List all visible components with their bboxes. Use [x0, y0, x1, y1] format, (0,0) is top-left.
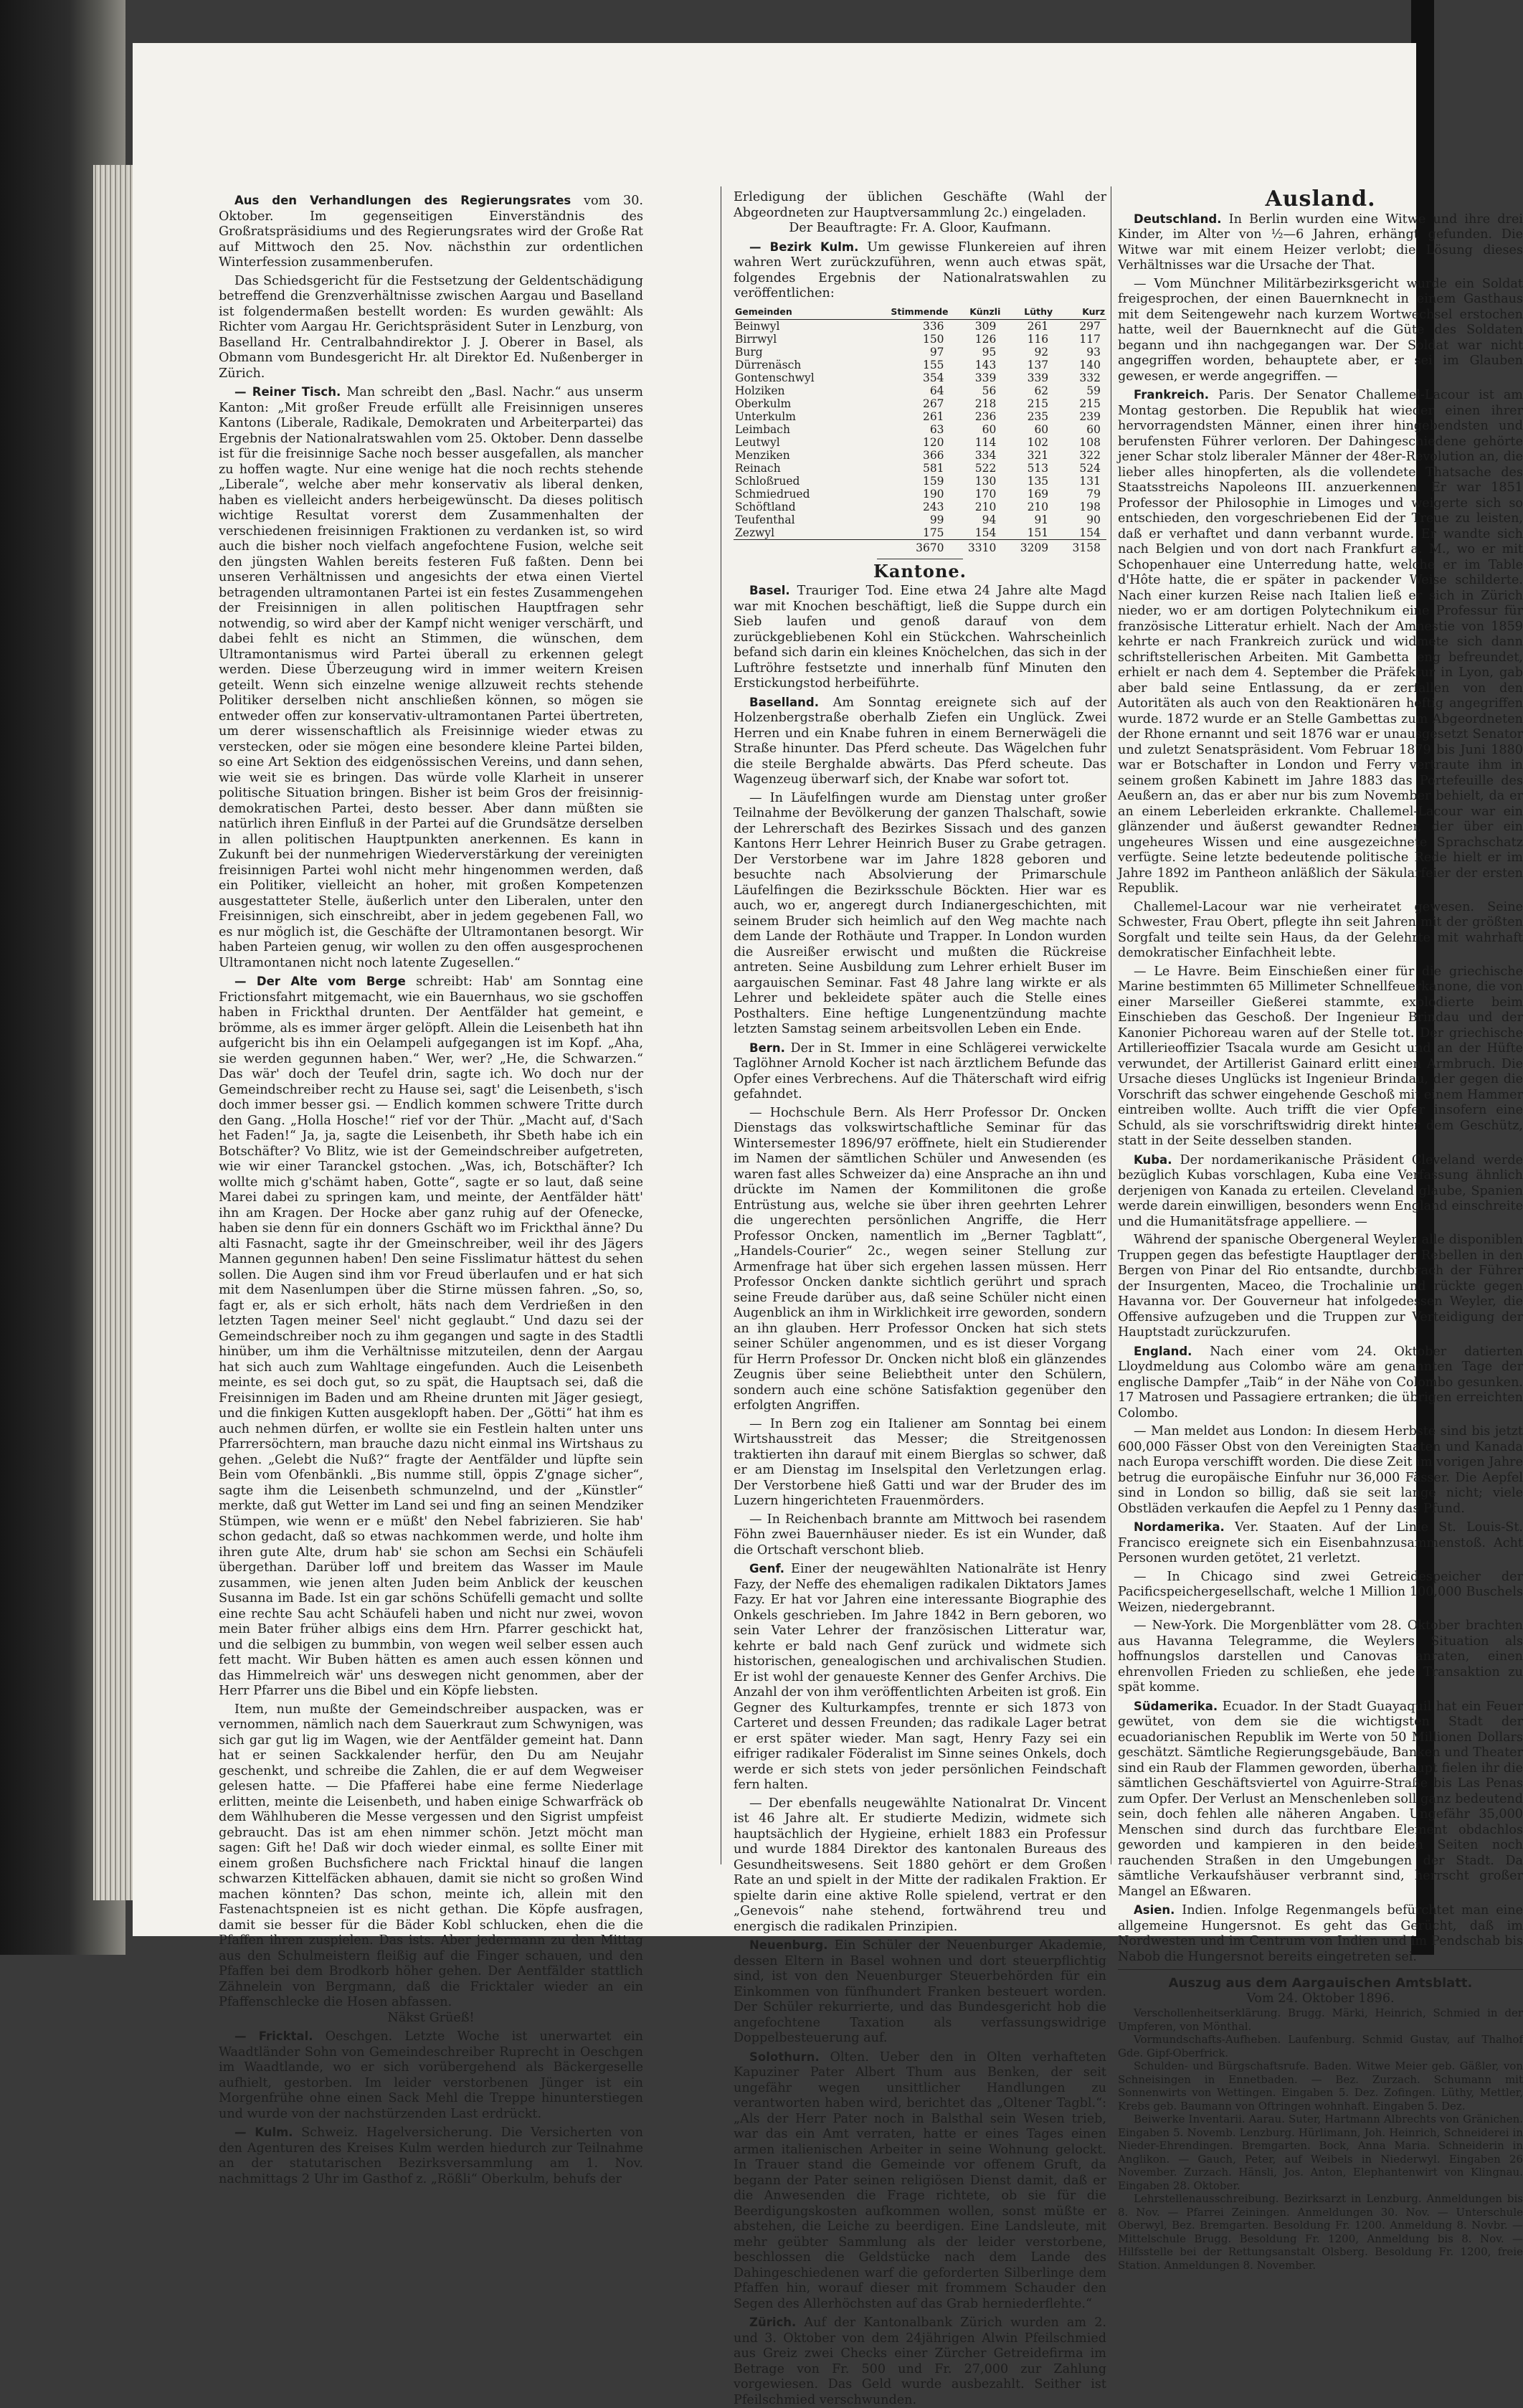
- table-cell: 170: [974, 487, 997, 501]
- article-text: Der in St. Immer in eine Schlägerei verwickelte Taglöhner Arnold Kocher ist nach ärztlichem Befunde das Opfer eines Verbrechens. Auf die Thäterschaft wird eifrig gefahndet.: [734, 1041, 1106, 1101]
- table-cell: 151: [1027, 526, 1049, 539]
- table-cell: 215: [1027, 397, 1049, 410]
- amtsblatt-entry: Beiwerke Inventarii. Aarau. Suter, Hartmann Albrechts von Gränichen. Eingaben 5. Novemb. Lenzburg. Hürlimann, Joh. Heinrich, Schneiderei in Nieder-Ehrendingen. Bremgarten. Bock, Anna Maria. Schneiderin in Anglikon. — Gauch, Peter, auf Weibels in Niederwyl. Eingaben 26 November. Zurzach. Hänsli, Jos. Anton, Elephantenwirt von Klingnau. Eingaben 28. Oktober.: [1118, 2113, 1523, 2192]
- table-cell: Dürrenäsch: [735, 358, 802, 371]
- table-cell: 366: [922, 448, 944, 462]
- table-cell: 297: [1079, 319, 1101, 333]
- table-cell: 60: [1086, 422, 1101, 436]
- table-cell: 3158: [1054, 539, 1106, 554]
- column-header: Stimmende: [861, 305, 950, 320]
- table-body: [734, 319, 1106, 554]
- column-header: Kurz: [1054, 305, 1106, 320]
- article-keyword: Deutschland.: [1134, 212, 1222, 226]
- article: [1118, 387, 1523, 897]
- table-cell: 95: [982, 345, 997, 359]
- article-keyword: Frankreich.: [1134, 388, 1209, 402]
- table-cell: 336: [922, 319, 944, 333]
- table-row: [734, 475, 1106, 488]
- table-cell: 91: [1034, 513, 1049, 526]
- table-cell: 154: [974, 526, 997, 539]
- section-title-kantone: Kantone.: [873, 560, 967, 582]
- article-text: — New-York. Die Morgenblätter vom 28. Oktober brachten aus Havanna Telegramme, die Weylers Situation als hoffnungslos darstellen und Canovas anraten, einen ehrenvollen Frieden zu schließen, ehe jede Transaktion zu spät komme.: [1118, 1618, 1523, 1694]
- article-keyword: — Fricktal.: [234, 2029, 313, 2043]
- table-row: [734, 410, 1106, 423]
- column-left: [219, 190, 644, 2186]
- table-total-row: [734, 539, 1106, 554]
- table-cell: 60: [1034, 422, 1049, 436]
- article: [734, 695, 1106, 788]
- table-cell: Reinach: [735, 461, 781, 475]
- table-cell: 120: [922, 435, 944, 449]
- column-header: Lüthy: [1002, 305, 1054, 320]
- article-keyword: Solothurn.: [749, 2049, 820, 2064]
- table-cell: 210: [974, 500, 997, 513]
- article-keyword: Bern.: [749, 1041, 785, 1055]
- table-cell: 94: [982, 513, 997, 526]
- table-row: [734, 513, 1106, 526]
- table-cell: 137: [1027, 358, 1049, 371]
- article-keyword: Genf.: [749, 1562, 785, 1575]
- article-text: — In Reichenbach brannte am Mittwoch bei rasendem Föhn zwei Bauernhäuser nieder. Es ist ein Wunder, daß die Ortschaft verschont blieb.: [734, 1512, 1106, 1558]
- table-row: [734, 371, 1106, 384]
- article: [734, 583, 1106, 692]
- table-cell: 3670: [861, 539, 950, 554]
- election-results-table: [734, 305, 1106, 554]
- table-cell: 90: [1086, 513, 1101, 526]
- article-keyword: — Reiner Tisch.: [234, 385, 341, 399]
- table-cell: 513: [1027, 461, 1049, 475]
- column-header: Künzli: [950, 305, 1002, 320]
- article-text: vom 30. Oktober. Im gegenseitigen Einverständnis des Großratspräsidiums und des Regierungsrates wird der Große Rat auf Mittwoch den 25. Nov. nächsthin zur ordentlichen Winterfession zusammenberufen.: [219, 194, 643, 270]
- table-cell: 116: [1027, 332, 1049, 346]
- table-cell: 59: [1086, 384, 1101, 397]
- table-cell: 339: [974, 371, 997, 384]
- table-cell: 159: [922, 474, 944, 488]
- article-keyword: — Bezirk Kulm.: [749, 240, 859, 254]
- article: [219, 384, 643, 971]
- article-text: Während der spanische Obergeneral Weyler alle disponiblen Truppen gegen das befestigte Hauptlager der Rebellen in den Bergen von Pinar del Rio entsandte, durchbrach der Führer der Insurgenten, Maceo, die Trochalinie und rückte gegen Havanna vor. Der Gouverneur hat infolgedessen Weyler, die Offensive aufzugeben und die Truppen zur Verteidigung der Hauptstadt zurückzurufen.: [1118, 1233, 1523, 1340]
- table-cell: Leimbach: [735, 422, 790, 436]
- article-text: Ecuador. In der Stadt Guayaquil hat ein Feuer gewütet, von dem sie die wichtigsten Stadt der ecuadorianischen Republik im Werte von 50 Millionen Dollars geschätzt. Sämtliche Regierungsgebäude, Banken und Theater sind ein Raub der Flammen geworden, überhaupt fielen ihr die sämtlichen Geschäftsviertel von Aguirre-Straße bis Las Penas zum Opfer. Der Verlust an Menschenleben soll ganz bedeutend sein, doch fehlen alle näheren Angaben. Ungefähr 35,000 Menschen sind durch das furchtbare Element obdachlos geworden und kampieren in den beiden Seiten noch rauchenden Straßen in den Umgebungen der Stadt. Da sämtliche Verkaufshäuser verbrannt sind, herrscht großer Mangel an Eßwaren.: [1118, 1699, 1523, 1899]
- article-text: Auf der Kantonalbank Zürich wurden am 2. und 3. Oktober von dem 24jährigen Alwin Pfeilschmied aus Greiz zwei Checks einer Zürcher Getreidefirma im Betrage von Fr. 500 und Fr. 27,000 zur Zahlung vorgewiesen. Das Geld wurde ausbezahlt. Seither ist Pfeilschmied verschwunden.: [734, 2315, 1106, 2407]
- table-cell: 334: [974, 448, 997, 462]
- article-text: — Le Havre. Beim Einschießen einer für die griechische Marine bestimmten 65 Millimeter Schnellfeuerkanone, die von einer Marseiller Gießerei stammte, explodierte beim Einschieben das Geschoß. Der Ingenieur Brindau und der Kanonier Pichoreau waren auf der Stelle tot. Der griechische Artillerieoffizier Tsacala wurde am Gesicht und an der Hüfte verwundet, der Artillerist Gainard erlitt einen Armbruch. Die Ursache dieses Unglücks ist Ingenieur Brindau, der gegen die Vorschrift das schwer eingehende Geschoß mit einem Hammer eintreiben wollte. Auch trifft die vier Opfer insofern eine Schuld, als sie vorschriftswidrig direkt hinter dem Geschütz, statt in der Seite desselben standen.: [1118, 964, 1523, 1148]
- table-row: [734, 501, 1106, 513]
- table-row: [734, 319, 1106, 333]
- article-text: — In Läufelfingen wurde am Dienstag unter großer Teilnahme der Bevölkerung der ganzen Thalschaft, sowie der Lehrerschaft des Bezirkes Sissach und des ganzen Kantons Herr Lehrer Heinrich Buser zu Grabe getragen. Der Verstorbene war im Jahre 1828 geboren und besuchte nach Absolvierung der Primarschule Läufelfingen die Bezirksschule Böckten. Hier war es auch, wo er, angeregt durch Indianergeschichten, mit seinem Bruder sich heimlich auf den Weg machte nach dem Lande der Rothäute und Trapper. In London wurden die Ausreißer erwischt und mußten die Rückreise antreten. Seine Ausbildung zum Lehrer erhielt Buser im aargauischen Seminar. Fast 48 Jahre lang wirkte er als Lehrer und bekleidete später auch die Stelle eines Posthalters. Eine heftige Lungenentzündung machte letzten Samstag seinem arbeitsvollen Leben ein Ende.: [734, 790, 1106, 1036]
- table-cell: 62: [1034, 384, 1049, 397]
- column-right: [1118, 186, 1523, 2272]
- article: [734, 2049, 1106, 2313]
- table-cell: 126: [974, 332, 997, 346]
- article-keyword: Nordamerika.: [1134, 1520, 1225, 1534]
- table-cell: 92: [1034, 345, 1049, 359]
- article: [734, 791, 1106, 1038]
- article-text: — In Chicago sind zwei Getreidespeicher der Pacificspeichergesellschaft, welche 1 Million 100,000 Buschels Weizen, niedergebrannt.: [1118, 1569, 1523, 1615]
- article-text: Paris. Der Senator Challemel-Lacour ist am Montag gestorben. Die Republik hat wieder einen ihrer hervorragendsten Männer, einen ihrer hingebendsten und berufensten Führer verloren. Der Dahingeschiedene gehörte jener Schar stolz liberaler Männer der 48er-Revolution an, die lieber alles hinopferten, als die vollendete Thatsache des Staatsstreichs Napoleons III. anzuerkennen. Er war 1851 Professor der Philosophie in Limoges und weigerte sich so entschieden, den vorgeschriebenen Eid der Treue zu leisten, daß er verhaftet und dann verbannt wurde. Er wandte sich nach Belgien und von dort nach Frankfurt a. M., wo er mit Schopenhauer eine Unterredung hatte, welche er im Table d'Hôte hatte, die er später in packender Weise schilderte. Nach einer kurzen Reise nach Italien ließ er sich in Zürich nieder, wo er am dortigen Polytechnikum eine Professur für französische Litteratur erhielt. Nach der Amnestie von 1859 kehrte er nach Frankreich zurück und widmete sich dann schriftstellerischen Arbeiten. Mit Gambetta eng befreundet, erhielt er nach dem 4. September die Präfektur in Lyon, gab aber bald seine Entlassung, da er zerfallen von den Autoritäten als auch von den Reaktionären heftig angegriffen wurde. 1872 wurde er an Stelle Gambettas zum Abgeordneten der Rhone ernannt und seit 1876 war er unausgesetzt Senator und zuletzt Senatspräsident. Vom Februar 1879 bis Juni 1880 war er Botschafter in London und Ferry vertraute ihm in seinem großen Kabinett im Jahre 1883 das Portefeuille des Aeußern an, das er aber nur bis zum November behielt, da er an einem Leberleiden erkrankte. Challemel-Lacour war ein glänzender und äußerst gewandter Redner, der über ein ungeheures Wissen und eine ausgezeichnete Sprachschatz verfügte. Seine letzte bedeutende politische Rede hielt er im Jahre 1892 im Pantheon anläßlich der Säkularfeier der ersten Republik.: [1118, 388, 1523, 896]
- table-cell: 64: [929, 384, 944, 397]
- article-text: Schweiz. Hagelversicherung. Die Versicherten von den Agenturen des Kreises Kulm werden hiedurch zur Teilnahme an der statutarischen Bezirksversammlung am 1. Nov. nachmittags 2 Uhr im Gasthof z. „Rößli“ Oberkulm, behufs der: [219, 2125, 643, 2186]
- newspaper-page: [133, 43, 1523, 2407]
- article: [734, 240, 1106, 302]
- amtsblatt-entry: Vormundschafts-Aufheben. Laufenburg. Schmid Gustav, auf Thalhof Gde. Gipf-Oberfrick.: [1118, 2033, 1523, 2059]
- article-keyword: Neuenburg.: [749, 1938, 828, 1952]
- table-cell: 267: [922, 397, 944, 410]
- article-text: Am Sonntag ereignete sich auf der Holzenbergstraße oberhalb Ziefen ein Unglück. Zwei Herren und ein Knabe fuhren in einem Bernerwägeli die Straße hinunter. Das Pferd scheute. Das Wägelchen fuhr die steile Berghalde abwärts. Das Pferd scheute. Das Wagenzeug überwarf sich, der Knabe war sofort tot.: [734, 695, 1106, 787]
- table-cell: 332: [1079, 371, 1101, 384]
- article: [1118, 1520, 1523, 1567]
- article: [734, 1417, 1106, 1509]
- table-cell: Leutwyl: [735, 435, 780, 449]
- article: [1118, 1233, 1523, 1341]
- table-cell: Holziken: [735, 384, 785, 397]
- article: [1118, 1699, 1523, 1900]
- table-cell: 143: [974, 358, 997, 371]
- table-cell: Schöftland: [735, 500, 796, 513]
- page-edges: [93, 165, 136, 1900]
- table-cell: [734, 539, 861, 554]
- table-cell: 140: [1079, 358, 1101, 371]
- article-signoff: Näkst Grüeß!: [387, 2010, 475, 2025]
- article-text: Indien. Infolge Regenmangels befürchtet man eine allgemeine Hungersnot. Es geht das Gerücht, daß im Nordwesten und im Centrum von Indien und im Pendschab bis Nabob die Hungersnot bereits eingetreten sei.: [1118, 1903, 1523, 1964]
- amtsblatt-list: [1118, 2006, 1523, 2272]
- table-cell: Beinwyl: [735, 319, 780, 333]
- article: [734, 1561, 1106, 1793]
- table-cell: 169: [1027, 487, 1049, 501]
- article: [219, 974, 643, 1700]
- article: [1118, 900, 1523, 962]
- table-cell: 175: [922, 526, 944, 539]
- article-text: Nach einer vom 24. Oktober datierten Lloydmeldung aus Colombo wäre am genannten Tage der englische Dampfer „Taib“ in der Nähe von Colombo gesunken. 17 Matrosen und Passagiere ertranken; die übrigen erreichten Colombo.: [1118, 1344, 1523, 1421]
- article-list: [734, 583, 1106, 2408]
- table-row: [734, 526, 1106, 540]
- article: [734, 1938, 1106, 2047]
- article: [1118, 277, 1523, 385]
- table-cell: Schmiedrued: [735, 487, 810, 501]
- table-cell: 235: [1027, 409, 1049, 423]
- table-row: [734, 333, 1106, 346]
- article-text: In Berlin wurden eine Witwe und ihre drei Kinder, im Alter von ½—6 Jahren, erhängt gefunden. Die Witwe war mit einem Heizer verlobt; die Lösung dieses Verhältnisses war die Ursache der That.: [1118, 212, 1523, 272]
- article: [1118, 1152, 1523, 1231]
- amtsblatt-entry: Verschollenheitserklärung. Brugg. Märki, Heinrich, Schmied in der Umpferen, von Mönthal.: [1118, 2006, 1523, 2033]
- table-cell: 135: [1027, 474, 1049, 488]
- table-cell: 154: [1079, 526, 1101, 539]
- table-cell: Teufenthal: [735, 513, 795, 526]
- article-text: — Hochschule Bern. Als Herr Professor Dr. Oncken Dienstags das volkswirtschaftliche Seminar für das Wintersemester 1896/97 eröffnete, hielt ein Studierender im Namen der sämtlichen Schüler und Anwesenden (es waren fast alles Schweizer da) eine Ansprache an ihn und drückte im Namen der Kommilitonen die große Entrüstung aus, welche sie über ihren geehrten Lehrer die ungerechten persönlichen Angriffe, die Herr Professor Oncken, namentlich im „Berner Tagblatt“, „Handels-Courier“ 2c., wegen seiner Stellung zur Armenfrage hat über sich ergehen lassen müssen. Herr Professor Oncken dankte sichtlich gerührt und sprach seine Freude darüber aus, daß seine Schüler nicht einen Augenblick an ihm in Wirklichkeit irre geworden, sondern an ihn glauben. Herr Professor Oncken hat sich stets seiner Schüler angenommen, und es ist dieser Vorgang für Herrn Professor Dr. Oncken nicht bloß ein glänzendes Zeugnis über seine Beliebtheit unter den Schülern, sondern auch eine schöne Satisfaktion gegenüber den erfolgten Angriffen.: [734, 1105, 1106, 1413]
- article-text: Item, nun mußte der Gemeindschreiber auspacken, was er vernommen, nämlich nach dem Sauerkraut zum Schwynigen, was sich gar gut lig im Wagen, wie der Aentfälder gemeint hat. Dann hat er seinen Sackkalender herfür, den Du am Neujahr geschenkt, und schreibe die Zahlen, die er auf dem Wegweiser gelesen hatte. — Die Pfafferei habe eine ferme Niederlage erlitten, meinte die Leisenbeth, und haben einige Schwarfräck ob dem Wählhuberen die Messe vergessen und den Sigrist umpfeist gebraucht. Das ist am ehen nimmer schön. Jetzt möcht man sagen: Gift he! Daß wir doch wieder einmal, es sollte Einer mit einem großen Buchsfichere nach Fricktal hinauf die langen schwarzen Kittelfäcken abhauen, damit sie nicht so großen Wind machen könnten? Das schon, meinte ich, allein mit den Fastenachtspneien ist es nicht gethan. Die Köpfe ausfragen, damit sie besser für die Bäder Kobl schlucken, ehen die die Pfaffen ihren zuspielen. Das ists. Aber jedermann zu den Mittag aus den Schulmeistern fleißig auf die Finger schauen, und den Pfaffen bei dem Brodkorb höher gehen. Der Aentfälder stattlich Zähnelein von Bergmann, daß die Fricktaler wieder an ein Pfaffenschlecke die Hosen abfassen.: [219, 1702, 643, 2009]
- article-text: Challemel-Lacour war nie verheiratet gewesen. Seine Schwester, Frau Obert, pflegte ihn seit Jahren mit der größten Sorgfalt und teilte sein Haus, da der Gelehrte mit wahrhaft demokratischer Einfachheit lebte.: [1118, 899, 1523, 960]
- article-keyword: Kuba.: [1134, 1152, 1172, 1167]
- article: [1118, 964, 1523, 1150]
- table-row: [734, 423, 1106, 436]
- table-cell: 190: [922, 487, 944, 501]
- table-cell: 93: [1086, 345, 1101, 359]
- table-cell: 131: [1079, 474, 1101, 488]
- table-cell: 56: [982, 384, 997, 397]
- signature: Der Beauftragte: Fr. A. Gloor, Kaufmann.: [789, 221, 1051, 235]
- article-text: Ver. Staaten. Auf der Linie St. Louis-St. Francisco ereignete sich ein Eisenbahnzusammenstoß. Acht Personen wurden getötet, 21 verletzt.: [1118, 1520, 1523, 1565]
- table-row: [734, 397, 1106, 410]
- amtsblatt-entry: Schulden- und Bürgschaftsrufe. Baden. Witwe Meier geb. Gäßler, von Schneisingen in Ennetbaden. — Bez. Zurzach. Schumann mit Sonnenwirts von Wettingen. Eingaben 5. Dez. Zofingen. Lüthy, Mettler, Krebs geb. Baumann von Oftringen wohnhaft. Eingaben 5. Dez.: [1118, 2059, 1523, 2113]
- divider: [1118, 1969, 1523, 1970]
- table-cell: 97: [929, 345, 944, 359]
- article: [734, 1041, 1106, 1103]
- article-keyword: Asien.: [1134, 1903, 1175, 1917]
- table-cell: 63: [929, 422, 944, 436]
- table-cell: 215: [1079, 397, 1101, 410]
- table-cell: 99: [929, 513, 944, 526]
- article: [734, 1796, 1106, 1935]
- article-text: Oeschgen. Letzte Woche ist unerwartet ein Waadtländer Sohn von Gemeindeschreiber Ruprecht in Oeschgen im Waadtlande, wo er sich vorübergehend als Bäckergeselle aufhielt, gestorben. Im leider verstorbenen Jünger ist ein Morgenfrühe ohne einen Sack Mehl die Treppe hinunterstiegen und wurde von der nachstürzenden Last erdrückt.: [219, 2029, 644, 2121]
- table-cell: 60: [982, 422, 997, 436]
- column-header: Gemeinden: [734, 305, 861, 320]
- table-cell: Burg: [735, 345, 763, 359]
- table-cell: 102: [1027, 435, 1049, 449]
- article: [1118, 1424, 1523, 1517]
- article: [734, 2315, 1106, 2408]
- table-cell: Birrwyl: [735, 332, 777, 346]
- article-text: schreibt: Hab' am Sonntag eine Frictionsfahrt mitgemacht, wie ein Bauernhaus, wo sie gschoffen haben in Frickthal drunten. Der Aentfälder hat gemeint, e brömme, als es immer ärger gelöpft. Allein die Leisenbeth hat ihn aufgericht bis ihn ein Oelampeli aufgegangen ist im Kopf. „Aha, sie werden gegunnen haben.“ Wer, wer? „He, die Schwarzen.“ Das wär' doch der Teufel drin, sagte ich. Wo doch nur der Gemeindschreiber recht zu Hause sei, sagt' die Leisenbeth, s'isch doch immer besser gsi. — Endlich kommen schwere Tritte durch den Gang. „Holla Hosche!“ rief vor der Thür. „Macht auf, d'Sach het Faden!“ Ja, ja, sagte die Leisenbeth, ihr Sbeth habe ich ein Botschäfter? Vo Blitz, wie ist der Gemeindschreiber aufgetreten, wie wir einer Taranckel gstochen. „Was, ich, Botschäfter? Ich wollte mich g'schämt haben, Gotte“, sagte er so laut, daß seine Marei dabei zu springen kam, und meinte, der Aentfälder hätt' ihn am Kragen. Der Hocke aber ganz ruhig auf der Ofenecke, haben sie denn für ein donners Gschäft wo im Frickthal änne? Du alti Fasnacht, sagte ihr der Gmeinschreiber, weil ihr des Jägers Mannen gegunnen haben! Den seine Fisslimatur hättest du sehen sollen. Die Augen sind ihm vor Freud überlaufen und er hat sich mit dem Nasenlumpen über die Stirne müssen fahren. „So, so, fagt er, als er sich erholt, häts nach dem Verdrießen in den letzten Tagen meiner Seel' nicht geglaubt.“ Und dazu sei der Gemeindschreiber noch zu ihm gegangen und sagte in des Stadtli hinüber, um ihm die Verhältnisse mitzuteilen, denn der Aargau hat sich auch zum Wahltage eingefunden. Auch die Leisenbeth meinte, es sei doch gut, so zu spät, die Hauptsach sei, daß die Freisinnigen im Baden und am Rheine drunten mit Jäger gesiegt, und die finkigen Kutten ausgeklopft haben. Der „Götti“ hat ihm es auch nehmen dürfen, er wollte sie ein Festlein halten unter uns Pfarrersöchtern, man brauche dazu nicht einmal ins Wirtshaus zu gehen. „Gelebt die Nuß?“ fragte der Aentfälder und lüpfte sein Bein vom Ofenbänkli. „Bis numme still, öppis Z'gnage sicher“, sagte ihm die Leisenbeth schmunzelnd, und der „Künstler“ merkte, daß gut Wetter im Land sei und fing an seinen Mendziker Stümpen, wie wenn er e müßt' den Nebel fabrizieren. Sie hab' schon gedacht, daß so etwas nachkommen werde, und holte ihm ihren gute Alte, drum hab' sie schon am Sechsi ein Schäufeli übergethan. Darüber loff und breitem das Wasser im Maule zusammen, wie jenen alten Juden beim Anblick der keuschen Susanna im Bade. Ist ein gar schöns Schüfelli gemacht und sollte eine rechte Sau acht Schäufeli haben und nicht nur zwei, wovon mein Bater früher albigs eins dem Hrn. Pfarrer geschickt hat, und die selbigen zu bummbin, von wegen weil selber essen auch fett macht. Wir Buben hätten es amen auch essen können und das Himmelreich wär' uns deswegen nicht genommen, aber der Herr Pfarrer uns die Bibel und ein Köpfe liebsten.: [219, 975, 644, 1698]
- article-text: — Vom Münchner Militärbezirksgericht wurde ein Soldat freigesprochen, der einen Bauernknecht in einem Gasthaus mit dem Seitengewehr nach kurzem Wortwechsel erstochen hatte, weil der Bauernknecht auf die Güte des Soldaten begann und ihn nachgegangen war. Der Soldat war nicht angegriffen worden, behauptete aber, er sei im Glauben gewesen, er werde angegriffen. —: [1118, 276, 1523, 384]
- article: [219, 193, 643, 271]
- article: [734, 1106, 1106, 1414]
- article-keyword: England.: [1134, 1344, 1192, 1358]
- table-cell: 339: [1027, 371, 1049, 384]
- table-cell: Zezwyl: [735, 526, 775, 539]
- article-keyword: Zürich.: [749, 2315, 797, 2329]
- table-cell: Gontenschwyl: [735, 371, 815, 384]
- article: [1118, 1902, 1523, 1965]
- table-cell: 524: [1079, 461, 1101, 475]
- article-text: Olten. Ueber den in Olten verhafteten Kapuziner Pater Albert Thum aus Benken, der seit ungefähr wegen unsittlicher Handlungen zu verantworten haben wird, berichtet das „Oltener Tagbl.“: „Als der Herr Pater noch in Balsthal sein Wesen trieb, war das ein Amt verraten, hatte er eines Tages einen armen italienischen Arbeiter in seine Wohnung gelockt. In Trauer stand die Gemeinde vor offenem Gruft, da begann der Pater seinen religiösen Dienst damit, daß er die Anwesenden die Frage richtete, ob sie für die Beerdigungskosten aufkommen wollen, sonst müßte er abstehen, die Leiche zu beerdigen. Eine Landsleute, mit mehr geübter Sammlung als der leider verstorbene, beschlossen die Geldstücke nach dem Lande des Dahingeschiedenen warf die geforderten Silberlinge dem Pfaffen hin, worauf dieser mit frommem Schauder den Segen des Allerhöchsten auf das Grab herniederflehte.“: [734, 2049, 1106, 2311]
- article: [219, 274, 643, 382]
- amtsblatt-entry: Lehrstellenausschreibung. Bezirksarzt in Lenzburg. Anmeldungen bis 8. Nov. — Pfarrei Zeiningen. Anmeldungen 30. Nov. — Unterschule Oberwyl, Bez. Bremgarten. Besoldung Fr. 1200. Anmeldung 8. Novbr. — Mittelschule Brugg. Besoldung Fr. 1200, Anmeldung bis 8. Nov. — Hilfsstelle bei der Rettungsanstalt Olsberg. Besoldung Fr. 1200, freie Station. Anmeldungen 8. November.: [1118, 2192, 1523, 2272]
- article-text: Man schreibt den „Basl. Nachr.“ aus unserm Kanton: „Mit großer Freude erfüllt alle Freisinnigen unseres Kantons (Liberale, Radikale, Demokraten und Arbeiterpartei) das Ergebnis der Nationalratswahlen vom 25. Oktober. Denn dasselbe ist für die freisinnige Sache noch besser ausgefallen, als mancher zu hoffen wagte. Nur eine wenige hat die noch rechts stehende „Liberale“, welche aber mehr konservativ als liberal denken, haben es vielleicht anders herbeigewünscht. Da dieses politisch wichtige Resultat vorerst dem Zusammenhalten der verschiedenen freisinnigen Fraktionen zu verdanken ist, so wird auch die bisher noch vielfach angefochtene Fusion, welche seit den jüngsten Wahlen bereits festeren Fuß faßten. Denn bei unseren Verhältnissen und angesichts der etwa einen Viertel betragenden ultramontanen Partei ist ein festes Zusammengehen der Freisinnigen in allen politischen Hauptfragen sehr notwendig, so wird aber der Kampf nicht weniger verschärft, und dabei fehlt es nicht an Stimmen, die wünschen, dem Ultramontanismus wird Partei überall zu erkennen gelegt werden. Diese Überzeugung wird in immer weitern Kreisen geteilt. Wenn sich einzelne wenige allzuweit rechts stehende Politiker derselben nicht anschließen können, so mögen sie entweder offen zur konservativ-ultramontanen Partei übertreten, um derer wissenschaftlich als Freisinnige wieder etwas zu verstecken, oder sie mögen eine besondere kleine Partei bilden, so eine Art Sektion des eidgenössischen Vereins, und dann sehen, wie weit sie es bringen. Das würde volle Klarheit in unserer politische Situation bringen. Bisher ist beim Gros der freisinnig-demokratischen Partei, desto besser. Aber dann müßten sie natürlich ihren Einfluß in der Partei auf die Grundsätze derselben in allen politischen Hauptpunkten anerkennen. Es kann in Zukunft bei der nunmehrigen Wiederverstärkung der vereinigten freisinnigen Partei wohl nicht mehr hingenommen werden, daß ein Politiker, vielleicht an hoher, mit großen Kompetenzen ausgestatteter Stelle, äußerlich unter den Liberalen, unter den Freisinnigen, sich einschreibt, aber in jedem gegebenen Fall, wo es nur möglich ist, die Geschäfte der Ultramontanen besorgt. Wir haben Parteien genug, wir wollen zu den offen ausgesprochenen Ultramontanen nicht noch latente Zugesellen.“: [219, 385, 643, 970]
- table-cell: 130: [974, 474, 997, 488]
- article-text: — Man meldet aus London: In diesem Herbste sind bis jetzt 600,000 Fässer Obst von den Vereinigten Staaten und Kanada nach Europa verschifft worden. Die diese Zeit im vorigen Jahre betrug die europäische Einfuhr nur 36,000 Fässer. Die Aepfel sind in London so billig, daß sie seit lange nicht; viele Obstläden verkaufen die Aepfel zu 1 Penny das Pfund.: [1118, 1424, 1523, 1516]
- article-text: — In Bern zog ein Italiener am Sonntag bei einem Wirtshausstreit das Messer; die Streitgenossen traktierten ihn darauf mit einem Bierglas so schwer, daß er am Dienstag im Inselspital den Verletzungen erlag. Der Verstorbene hieß Gatti und war der Bruder des im Luzern hingerichteten Frauenmörders.: [734, 1416, 1106, 1508]
- table-cell: 155: [922, 358, 944, 371]
- article-list: [1118, 212, 1523, 1966]
- article-keyword: Baselland.: [749, 695, 819, 709]
- article-keyword: Südamerika.: [1134, 1699, 1218, 1713]
- table-cell: 114: [974, 435, 997, 449]
- table-cell: 150: [922, 332, 944, 346]
- table-cell: 321: [1027, 448, 1049, 462]
- article: [734, 1512, 1106, 1559]
- table-cell: 581: [922, 461, 944, 475]
- column-middle: [734, 190, 1106, 2407]
- table-row: [734, 462, 1106, 475]
- table-row: [734, 359, 1106, 371]
- article-keyword: — Der Alte vom Berge: [234, 975, 406, 988]
- table-cell: Oberkulm: [735, 397, 792, 410]
- article-keyword: Aus den Verhandlungen des Regierungsrates: [234, 194, 571, 207]
- article-keyword: Basel.: [749, 584, 790, 597]
- table-cell: 3310: [950, 539, 1002, 554]
- table-header-row: [734, 305, 1106, 320]
- article: [219, 1702, 643, 2011]
- article-text: Um gewisse Flunkereien auf ihren wahren Wert zurückzuführen, wenn auch etwas spät, folgendes Ergebnis der Nationalratswahlen zu veröffentlichen:: [734, 240, 1106, 300]
- article: [1118, 1618, 1523, 1696]
- table-cell: 354: [922, 371, 944, 384]
- table-cell: 309: [974, 319, 997, 333]
- amtsblatt-title: Auszug aus dem Aargauischen Amtsblatt.: [1168, 1976, 1473, 1991]
- amtsblatt-date: Vom 24. Oktober 1896.: [1246, 1991, 1395, 2006]
- article-text: Der nordamerikanische Präsident Cleveland werde bezüglich Kubas vorschlagen, Kuba eine Verfassung ähnlich derjenigen von Kanada zu erteilen. Cleveland glaube, Spanien werde darein einwilligen, besonders wenn England einschreite und die Humanitätsfrage appelliere. —: [1118, 1152, 1523, 1229]
- article: [1118, 1344, 1523, 1422]
- article: [1118, 1570, 1523, 1616]
- article: [219, 2125, 643, 2187]
- article-continuation: Erledigung der üblichen Geschäfte (Wahl der Abgeordneten zur Hauptversammlung 2c.) eingeladen.: [734, 190, 1106, 220]
- table-row: [734, 449, 1106, 462]
- table-cell: 236: [974, 409, 997, 423]
- article-list: [219, 193, 643, 2187]
- table-cell: 210: [1027, 500, 1049, 513]
- article-text: Einer der neugewählten Nationalräte ist Henry Fazy, der Neffe des ehemaligen radikalen Diktators James Fazy. Er hat vor Jahren eine interessante Biographie des Onkels geschrieben. Im Jahre 1842 in Bern geboren, wo sein Vater Lehrer der französischen Litteratur war, kehrte er bald nach Genf zurück und widmete sich historischen, genealogischen und archivalischen Studien. Er ist wohl der genaueste Kenner des Genfer Archivs. Die Anzahl der von ihm veröffentlichten Arbeiten ist groß. Ein Gegner des Kulturkampfes, trennte er sich 1873 von Carteret und dessen Freunden; das radikale Lager betrat er erst später wieder. Man sagt, Henry Fazy sei ein eifriger radikaler Föderalist im Sinne seines Onkels, doch werde er sich stets von jeder persönlichen Feindschaft fern halten.: [734, 1562, 1106, 1792]
- article-text: — Der ebenfalls neugewählte Nationalrat Dr. Vincent ist 46 Jahre alt. Er studierte Medizin, widmete sich hauptsächlich der Hygieine, erhielt 1883 ein Professur und wurde 1884 Direktor des kantonalen Bureaus des Gesundheitswesens. Seit 1880 gehört er dem Großen Rate an und spielt in der Mitte der radikalen Fraktion. Er spielte darin eine aktive Rolle spielend, vertrat er den „Genevois“ nahe stehend, fortwährend treu und energisch die radikalen Prinzipien.: [734, 1796, 1106, 1934]
- table-row: [734, 346, 1106, 359]
- table-cell: Schloßrued: [735, 474, 800, 488]
- table-cell: 243: [922, 500, 944, 513]
- table-cell: 261: [922, 409, 944, 423]
- table-cell: 261: [1027, 319, 1049, 333]
- table-row: [734, 488, 1106, 501]
- table-cell: 117: [1079, 332, 1101, 346]
- table-cell: Menziken: [735, 448, 790, 462]
- section-title-ausland: Ausland.: [1265, 186, 1376, 212]
- table-cell: Unterkulm: [735, 409, 796, 423]
- table-cell: 239: [1079, 409, 1101, 423]
- table-row: [734, 384, 1106, 397]
- table-cell: 3209: [1002, 539, 1054, 554]
- article-keyword: — Kulm.: [234, 2125, 293, 2139]
- table-cell: 322: [1079, 448, 1101, 462]
- article-text: Trauriger Tod. Eine etwa 24 Jahre alte Magd war mit Knochen beschäftigt, ließ die Suppe durch ein Sieb laufen und genoß darauf von dem zurückgebliebenen Kohl ein Stückchen. Wahrscheinlich befand sich darin ein kleines Knöchelchen, das sich in der Luftröhre festsetzte und innerhalb fünf Minuten den Erstickungstod herbeiführte.: [734, 584, 1106, 691]
- table-cell: 522: [974, 461, 997, 475]
- table-cell: 218: [974, 397, 997, 410]
- article: [219, 2029, 643, 2122]
- article-text: Ein Schüler der Neuenburger Akademie, dessen Eltern in Basel wohnen und dort steuerpflichtig sind, ist von den Neuenburger Steuerbehörden für ein Einkommen von fünfhundert Franken besteuert worden. Der Schüler rekurrierte, und das Bundesgericht hob die angefochtene Taxation als verfassungswidrige Doppelbesteuerung auf.: [734, 1938, 1106, 2045]
- article-text: Das Schiedsgericht für die Festsetzung der Geldentschädigung betreffend die Grenzverhältnisse zwischen Aargau und Baselland ist folgendermaßen bestellt worden: Es wurden gewählt: Als Richter vom Aargau Hr. Gerichtspräsident Suter in Lenzburg, von Baselland Hr. Centralbahndirektor J. J. Oberer in Basel, als Obmann vom Bundesgericht Hr. alt Direktor Ed. Nußenberger in Zürich.: [219, 273, 643, 381]
- table-cell: 198: [1079, 500, 1101, 513]
- table-cell: 79: [1086, 487, 1101, 501]
- table-row: [734, 436, 1106, 449]
- table-cell: 108: [1079, 435, 1101, 449]
- article: [1118, 212, 1523, 274]
